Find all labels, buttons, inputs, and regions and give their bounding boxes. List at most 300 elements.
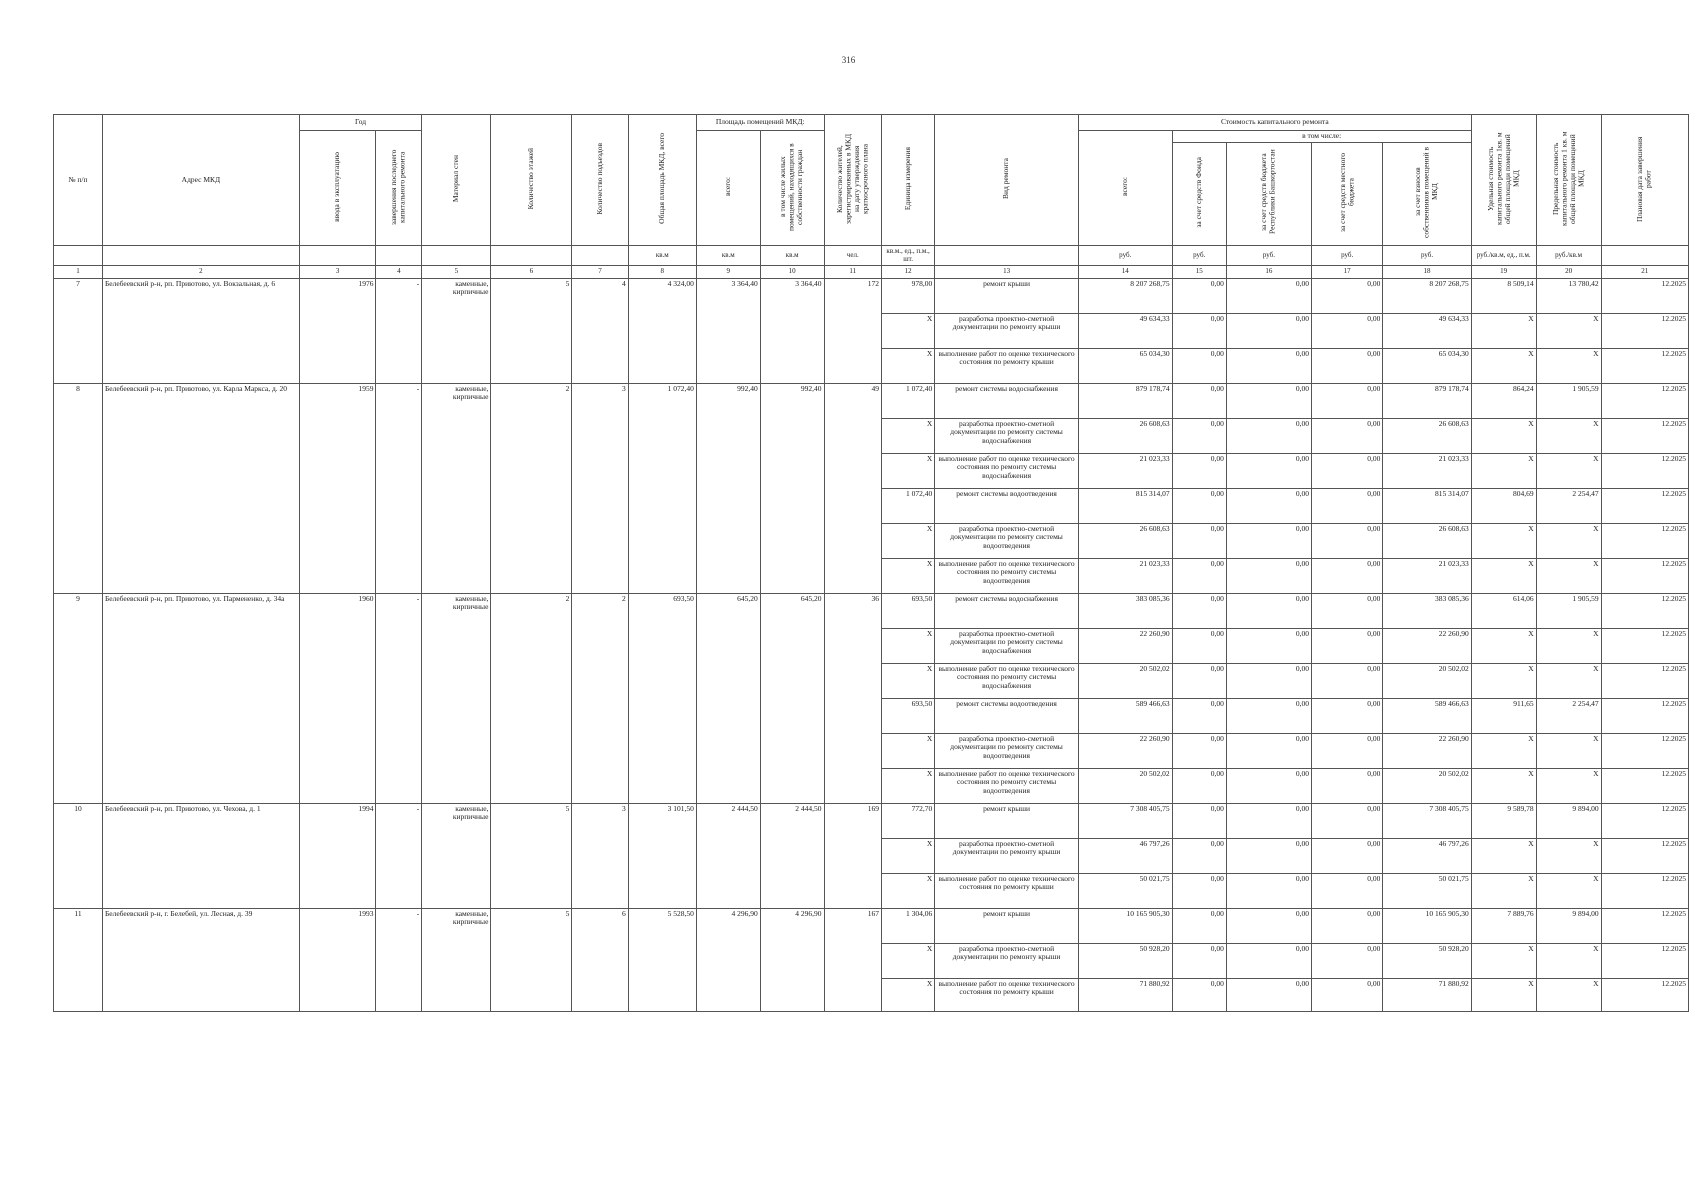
work-fund: 0,00 bbox=[1172, 418, 1226, 453]
house-owned: 3 364,40 bbox=[760, 278, 824, 383]
work-type: выполнение работ по оценке технического состояния по ремонту системы водоснабжения bbox=[935, 453, 1079, 488]
work-date: 12.2025 bbox=[1601, 838, 1688, 873]
house-residents: 167 bbox=[824, 908, 881, 1011]
work-specific: 864,24 bbox=[1471, 383, 1536, 418]
work-total: 20 502,02 bbox=[1078, 768, 1172, 803]
work-republic: 0,00 bbox=[1226, 383, 1311, 418]
work-republic: 0,00 bbox=[1226, 593, 1311, 628]
work-max: X bbox=[1536, 733, 1601, 768]
house-residents: 172 bbox=[824, 278, 881, 383]
work-local: 0,00 bbox=[1312, 803, 1383, 838]
work-specific: X bbox=[1471, 838, 1536, 873]
work-owners: 50 928,20 bbox=[1383, 943, 1471, 978]
work-local: 0,00 bbox=[1312, 838, 1383, 873]
work-max: X bbox=[1536, 628, 1601, 663]
work-specific: X bbox=[1471, 313, 1536, 348]
work-specific: X bbox=[1471, 663, 1536, 698]
hdr-residents-text: Количество жителей, зарегистрированных в МКД на дату утверждения краткосрочного плана bbox=[834, 133, 870, 224]
work-total: 8 207 268,75 bbox=[1078, 278, 1172, 313]
work-owners: 815 314,07 bbox=[1383, 488, 1471, 523]
house-area: 1 072,40 bbox=[628, 383, 696, 593]
work-date: 12.2025 bbox=[1601, 978, 1688, 1011]
work-fund: 0,00 bbox=[1172, 768, 1226, 803]
work-local: 0,00 bbox=[1312, 943, 1383, 978]
col-number: 10 bbox=[760, 265, 824, 278]
hdr-republic bbox=[1226, 142, 1311, 245]
work-max: 13 780,42 bbox=[1536, 278, 1601, 313]
col-number: 6 bbox=[491, 265, 572, 278]
unit-cell: руб./кв.м, ед., п.м. bbox=[1471, 245, 1536, 265]
unit-cell bbox=[422, 245, 491, 265]
work-republic: 0,00 bbox=[1226, 313, 1311, 348]
work-total: 21 023,33 bbox=[1078, 558, 1172, 593]
work-qty: X bbox=[882, 313, 935, 348]
col-number: 9 bbox=[696, 265, 760, 278]
work-owners: 50 021,75 bbox=[1383, 873, 1471, 908]
house-entrances: 2 bbox=[572, 593, 628, 803]
unit-cell: руб. bbox=[1383, 245, 1471, 265]
house-floors: 2 bbox=[491, 383, 572, 593]
work-qty: X bbox=[882, 663, 935, 698]
work-fund: 0,00 bbox=[1172, 348, 1226, 383]
work-republic: 0,00 bbox=[1226, 278, 1311, 313]
hdr-unit bbox=[882, 115, 935, 246]
house-premises: 4 296,90 bbox=[696, 908, 760, 1011]
hdr-cost-total bbox=[1078, 131, 1172, 246]
work-max: X bbox=[1536, 348, 1601, 383]
work-qty: X bbox=[882, 978, 935, 1011]
col-number: 15 bbox=[1172, 265, 1226, 278]
work-fund: 0,00 bbox=[1172, 663, 1226, 698]
work-total: 50 021,75 bbox=[1078, 873, 1172, 908]
work-type: разработка проектно-сметной документации по ремонту системы водоснабжения bbox=[935, 418, 1079, 453]
hdr-max-cost bbox=[1536, 115, 1601, 246]
table-row bbox=[54, 803, 1689, 838]
hdr-residents bbox=[824, 115, 881, 246]
work-total: 10 165 905,30 bbox=[1078, 908, 1172, 943]
work-type: выполнение работ по оценке технического состояния по ремонту системы водоотведения bbox=[935, 768, 1079, 803]
work-date: 12.2025 bbox=[1601, 278, 1688, 313]
work-republic: 0,00 bbox=[1226, 978, 1311, 1011]
hdr-address: Адрес МКД bbox=[102, 115, 299, 246]
work-qty: X bbox=[882, 523, 935, 558]
work-republic: 0,00 bbox=[1226, 453, 1311, 488]
work-republic: 0,00 bbox=[1226, 838, 1311, 873]
work-republic: 0,00 bbox=[1226, 348, 1311, 383]
work-owners: 49 634,33 bbox=[1383, 313, 1471, 348]
work-owners: 21 023,33 bbox=[1383, 453, 1471, 488]
work-owners: 22 260,90 bbox=[1383, 628, 1471, 663]
work-republic: 0,00 bbox=[1226, 733, 1311, 768]
work-date: 12.2025 bbox=[1601, 453, 1688, 488]
work-type: выполнение работ по оценке технического состояния по ремонту крыши bbox=[935, 348, 1079, 383]
repair-plan-table bbox=[53, 114, 1689, 1012]
hdr-specific-cost-text: Удельная стоимость капитального ремонта 1кв. м общей площади помещений МКД bbox=[1485, 132, 1521, 225]
house-area: 5 528,50 bbox=[628, 908, 696, 1011]
work-total: 50 928,20 bbox=[1078, 943, 1172, 978]
house-entrances: 3 bbox=[572, 383, 628, 593]
work-type: разработка проектно-сметной документации по ремонту крыши bbox=[935, 943, 1079, 978]
house-material: каменные, кирпичные bbox=[422, 383, 491, 593]
unit-cell: руб. bbox=[1312, 245, 1383, 265]
work-max: X bbox=[1536, 313, 1601, 348]
house-area: 693,50 bbox=[628, 593, 696, 803]
unit-cell bbox=[1601, 245, 1688, 265]
work-total: 71 880,92 bbox=[1078, 978, 1172, 1011]
house-address: Белебеевский р-н, рп. Приютово, ул. Вокзальная, д. 6 bbox=[102, 278, 299, 383]
work-total: 49 634,33 bbox=[1078, 313, 1172, 348]
work-type: выполнение работ по оценке технического состояния по ремонту системы водоснабжения bbox=[935, 663, 1079, 698]
house-residents: 169 bbox=[824, 803, 881, 908]
work-republic: 0,00 bbox=[1226, 943, 1311, 978]
hdr-floors-text: Количество этажей bbox=[526, 147, 536, 210]
work-type: выполнение работ по оценке технического состояния по ремонту крыши bbox=[935, 978, 1079, 1011]
table-body bbox=[54, 278, 1689, 1011]
hdr-premises-owned-text: в том числе жилых помещений, находящихся в собственности граждан bbox=[778, 142, 805, 231]
hdr-planned-date-text: Плановая дата завершения работ bbox=[1635, 135, 1653, 222]
house-num: 7 bbox=[54, 278, 103, 383]
house-year: 1976 bbox=[299, 278, 376, 383]
table-row bbox=[54, 908, 1689, 943]
work-max: X bbox=[1536, 943, 1601, 978]
work-fund: 0,00 bbox=[1172, 453, 1226, 488]
hdr-premises-owned bbox=[760, 131, 824, 246]
hdr-local-text: за счет средств местного бюджета bbox=[1337, 152, 1356, 232]
work-specific: X bbox=[1471, 943, 1536, 978]
work-max: 9 894,00 bbox=[1536, 803, 1601, 838]
hdr-including: в том числе: bbox=[1172, 131, 1471, 143]
work-specific: 9 589,78 bbox=[1471, 803, 1536, 838]
work-specific: X bbox=[1471, 418, 1536, 453]
house-residents: 49 bbox=[824, 383, 881, 593]
unit-cell: кв.м., ед., п.м., шт. bbox=[882, 245, 935, 265]
work-local: 0,00 bbox=[1312, 733, 1383, 768]
work-qty: X bbox=[882, 733, 935, 768]
house-floors: 5 bbox=[491, 803, 572, 908]
work-fund: 0,00 bbox=[1172, 978, 1226, 1011]
work-specific: 7 889,76 bbox=[1471, 908, 1536, 943]
work-qty: X bbox=[882, 838, 935, 873]
house-material: каменные, кирпичные bbox=[422, 803, 491, 908]
work-owners: 26 608,63 bbox=[1383, 523, 1471, 558]
house-year: 1959 bbox=[299, 383, 376, 593]
repair-plan-table-container bbox=[53, 114, 1689, 1012]
col-number: 19 bbox=[1471, 265, 1536, 278]
work-specific: X bbox=[1471, 733, 1536, 768]
units-row bbox=[54, 245, 1689, 265]
hdr-year-commission bbox=[299, 131, 376, 246]
work-qty: 1 072,40 bbox=[882, 383, 935, 418]
work-type: ремонт системы водоотведения bbox=[935, 488, 1079, 523]
col-number: 5 bbox=[422, 265, 491, 278]
work-date: 12.2025 bbox=[1601, 558, 1688, 593]
work-type: разработка проектно-сметной документации по ремонту системы водоотведения bbox=[935, 523, 1079, 558]
col-number: 14 bbox=[1078, 265, 1172, 278]
work-local: 0,00 bbox=[1312, 628, 1383, 663]
work-qty: 693,50 bbox=[882, 698, 935, 733]
work-total: 815 314,07 bbox=[1078, 488, 1172, 523]
work-local: 0,00 bbox=[1312, 768, 1383, 803]
work-specific: X bbox=[1471, 523, 1536, 558]
work-qty: X bbox=[882, 943, 935, 978]
house-num: 9 bbox=[54, 593, 103, 803]
house-material: каменные, кирпичные bbox=[422, 908, 491, 1011]
house-address: Белебеевский р-н, г. Белебей, ул. Лесная, д. 39 bbox=[102, 908, 299, 1011]
house-last-repair: - bbox=[376, 383, 422, 593]
work-owners: 21 023,33 bbox=[1383, 558, 1471, 593]
hdr-republic-text: за счет средств бюджета Республики Башкортостан bbox=[1259, 149, 1277, 235]
work-owners: 22 260,90 bbox=[1383, 733, 1471, 768]
work-republic: 0,00 bbox=[1226, 873, 1311, 908]
work-type: ремонт системы водоотведения bbox=[935, 698, 1079, 733]
unit-cell: руб. bbox=[1172, 245, 1226, 265]
hdr-planned-date bbox=[1601, 115, 1688, 246]
work-fund: 0,00 bbox=[1172, 383, 1226, 418]
work-type: выполнение работ по оценке технического состояния по ремонту системы водоотведения bbox=[935, 558, 1079, 593]
work-local: 0,00 bbox=[1312, 873, 1383, 908]
work-qty: X bbox=[882, 873, 935, 908]
col-number: 2 bbox=[102, 265, 299, 278]
work-total: 26 608,63 bbox=[1078, 523, 1172, 558]
unit-cell: руб. bbox=[1226, 245, 1311, 265]
hdr-year: Год bbox=[299, 115, 421, 131]
page-number: 316 bbox=[841, 55, 856, 65]
work-specific: X bbox=[1471, 978, 1536, 1011]
work-type: ремонт системы водоснабжения bbox=[935, 383, 1079, 418]
work-date: 12.2025 bbox=[1601, 803, 1688, 838]
work-qty: X bbox=[882, 558, 935, 593]
work-republic: 0,00 bbox=[1226, 523, 1311, 558]
work-date: 12.2025 bbox=[1601, 418, 1688, 453]
hdr-total-area-text: Общая площадь МКД, всего bbox=[657, 133, 667, 224]
house-owned: 4 296,90 bbox=[760, 908, 824, 1011]
work-fund: 0,00 bbox=[1172, 313, 1226, 348]
work-fund: 0,00 bbox=[1172, 733, 1226, 768]
col-number: 4 bbox=[376, 265, 422, 278]
unit-cell bbox=[299, 245, 376, 265]
col-number: 11 bbox=[824, 265, 881, 278]
work-total: 383 085,36 bbox=[1078, 593, 1172, 628]
work-qty: X bbox=[882, 418, 935, 453]
hdr-material-text: Материал стен bbox=[451, 154, 461, 203]
column-numbers-row bbox=[54, 265, 1689, 278]
hdr-premises-area: Площадь помещений МКД: bbox=[696, 115, 824, 131]
house-num: 10 bbox=[54, 803, 103, 908]
work-specific: X bbox=[1471, 453, 1536, 488]
work-republic: 0,00 bbox=[1226, 628, 1311, 663]
work-republic: 0,00 bbox=[1226, 558, 1311, 593]
work-local: 0,00 bbox=[1312, 523, 1383, 558]
work-qty: X bbox=[882, 453, 935, 488]
work-total: 7 308 405,75 bbox=[1078, 803, 1172, 838]
work-type: выполнение работ по оценке технического состояния по ремонту крыши bbox=[935, 873, 1079, 908]
work-max: X bbox=[1536, 523, 1601, 558]
hdr-floors bbox=[491, 115, 572, 246]
work-local: 0,00 bbox=[1312, 698, 1383, 733]
col-number: 17 bbox=[1312, 265, 1383, 278]
work-date: 12.2025 bbox=[1601, 698, 1688, 733]
work-owners: 71 880,92 bbox=[1383, 978, 1471, 1011]
work-total: 22 260,90 bbox=[1078, 733, 1172, 768]
house-area: 4 324,00 bbox=[628, 278, 696, 383]
work-owners: 383 085,36 bbox=[1383, 593, 1471, 628]
work-fund: 0,00 bbox=[1172, 838, 1226, 873]
work-max: 9 894,00 bbox=[1536, 908, 1601, 943]
house-num: 8 bbox=[54, 383, 103, 593]
work-owners: 65 034,30 bbox=[1383, 348, 1471, 383]
work-qty: X bbox=[882, 768, 935, 803]
house-year: 1960 bbox=[299, 593, 376, 803]
unit-cell bbox=[572, 245, 628, 265]
hdr-fund-text: за счет средств Фонда bbox=[1193, 156, 1203, 228]
unit-cell bbox=[935, 245, 1079, 265]
work-local: 0,00 bbox=[1312, 558, 1383, 593]
col-number: 13 bbox=[935, 265, 1079, 278]
hdr-unit-text: Единица измерения bbox=[902, 146, 912, 211]
work-date: 12.2025 bbox=[1601, 873, 1688, 908]
hdr-cost-total-text: всего: bbox=[1120, 177, 1129, 196]
work-fund: 0,00 bbox=[1172, 488, 1226, 523]
unit-cell bbox=[491, 245, 572, 265]
house-year: 1994 bbox=[299, 803, 376, 908]
work-type: ремонт крыши bbox=[935, 803, 1079, 838]
house-entrances: 6 bbox=[572, 908, 628, 1011]
work-date: 12.2025 bbox=[1601, 943, 1688, 978]
hdr-local bbox=[1312, 142, 1383, 245]
work-total: 20 502,02 bbox=[1078, 663, 1172, 698]
house-premises: 2 444,50 bbox=[696, 803, 760, 908]
work-local: 0,00 bbox=[1312, 908, 1383, 943]
work-date: 12.2025 bbox=[1601, 348, 1688, 383]
hdr-premises-total bbox=[696, 131, 760, 246]
work-date: 12.2025 bbox=[1601, 383, 1688, 418]
work-date: 12.2025 bbox=[1601, 733, 1688, 768]
work-owners: 20 502,02 bbox=[1383, 768, 1471, 803]
hdr-num: № п/п bbox=[54, 115, 103, 246]
work-max: 1 905,59 bbox=[1536, 593, 1601, 628]
work-total: 21 023,33 bbox=[1078, 453, 1172, 488]
house-num: 11 bbox=[54, 908, 103, 1011]
unit-cell: кв.м bbox=[760, 245, 824, 265]
work-owners: 879 178,74 bbox=[1383, 383, 1471, 418]
hdr-total-area bbox=[628, 115, 696, 246]
house-floors: 2 bbox=[491, 593, 572, 803]
col-number: 8 bbox=[628, 265, 696, 278]
hdr-owners-text: за счет взносов собственников помещений в МКД bbox=[1413, 146, 1440, 238]
hdr-entrances bbox=[572, 115, 628, 246]
hdr-year-last-repair-text: завершения последнего капитального ремонта bbox=[389, 148, 407, 225]
work-type: ремонт крыши bbox=[935, 278, 1079, 313]
work-qty: 772,70 bbox=[882, 803, 935, 838]
hdr-owners bbox=[1383, 142, 1471, 245]
work-type: ремонт крыши bbox=[935, 908, 1079, 943]
hdr-work-type-text: Вид ремонта bbox=[1001, 158, 1011, 199]
hdr-fund bbox=[1172, 142, 1226, 245]
house-premises: 992,40 bbox=[696, 383, 760, 593]
unit-cell bbox=[102, 245, 299, 265]
work-fund: 0,00 bbox=[1172, 628, 1226, 663]
unit-cell: чел. bbox=[824, 245, 881, 265]
work-max: X bbox=[1536, 838, 1601, 873]
work-specific: X bbox=[1471, 768, 1536, 803]
work-qty: 1 304,06 bbox=[882, 908, 935, 943]
work-fund: 0,00 bbox=[1172, 278, 1226, 313]
house-premises: 645,20 bbox=[696, 593, 760, 803]
work-local: 0,00 bbox=[1312, 978, 1383, 1011]
work-date: 12.2025 bbox=[1601, 593, 1688, 628]
unit-cell: кв.м bbox=[628, 245, 696, 265]
work-specific: 8 509,14 bbox=[1471, 278, 1536, 313]
work-fund: 0,00 bbox=[1172, 873, 1226, 908]
col-number: 21 bbox=[1601, 265, 1688, 278]
work-date: 12.2025 bbox=[1601, 523, 1688, 558]
work-fund: 0,00 bbox=[1172, 943, 1226, 978]
house-premises: 3 364,40 bbox=[696, 278, 760, 383]
work-qty: 693,50 bbox=[882, 593, 935, 628]
col-number: 1 bbox=[54, 265, 103, 278]
col-number: 20 bbox=[1536, 265, 1601, 278]
work-date: 12.2025 bbox=[1601, 488, 1688, 523]
work-max: X bbox=[1536, 663, 1601, 698]
work-max: X bbox=[1536, 873, 1601, 908]
unit-cell: руб./кв.м bbox=[1536, 245, 1601, 265]
work-specific: X bbox=[1471, 348, 1536, 383]
work-date: 12.2025 bbox=[1601, 768, 1688, 803]
work-local: 0,00 bbox=[1312, 593, 1383, 628]
house-year: 1993 bbox=[299, 908, 376, 1011]
work-republic: 0,00 bbox=[1226, 803, 1311, 838]
work-owners: 7 308 405,75 bbox=[1383, 803, 1471, 838]
work-republic: 0,00 bbox=[1226, 488, 1311, 523]
house-address: Белебеевский р-н, рп. Приютово, ул. Чехова, д. 1 bbox=[102, 803, 299, 908]
work-local: 0,00 bbox=[1312, 348, 1383, 383]
work-specific: X bbox=[1471, 628, 1536, 663]
col-number: 16 bbox=[1226, 265, 1311, 278]
work-date: 12.2025 bbox=[1601, 663, 1688, 698]
work-qty: 1 072,40 bbox=[882, 488, 935, 523]
col-number: 3 bbox=[299, 265, 376, 278]
hdr-max-cost-text: Предельная стоимость капитального ремонта 1 кв. м общей площади помещений МКД bbox=[1550, 131, 1586, 226]
unit-cell bbox=[54, 245, 103, 265]
work-specific: 911,65 bbox=[1471, 698, 1536, 733]
col-number: 18 bbox=[1383, 265, 1471, 278]
work-local: 0,00 bbox=[1312, 488, 1383, 523]
work-fund: 0,00 bbox=[1172, 523, 1226, 558]
house-last-repair: - bbox=[376, 803, 422, 908]
work-fund: 0,00 bbox=[1172, 698, 1226, 733]
work-local: 0,00 bbox=[1312, 453, 1383, 488]
work-republic: 0,00 bbox=[1226, 908, 1311, 943]
work-type: разработка проектно-сметной документации по ремонту крыши bbox=[935, 838, 1079, 873]
work-local: 0,00 bbox=[1312, 663, 1383, 698]
hdr-premises-total-text: всего: bbox=[723, 177, 732, 196]
house-floors: 5 bbox=[491, 278, 572, 383]
work-specific: 614,06 bbox=[1471, 593, 1536, 628]
work-max: X bbox=[1536, 418, 1601, 453]
col-number: 7 bbox=[572, 265, 628, 278]
work-max: X bbox=[1536, 768, 1601, 803]
work-qty: X bbox=[882, 628, 935, 663]
house-floors: 5 bbox=[491, 908, 572, 1011]
work-total: 65 034,30 bbox=[1078, 348, 1172, 383]
house-last-repair: - bbox=[376, 593, 422, 803]
work-type: ремонт системы водоснабжения bbox=[935, 593, 1079, 628]
work-local: 0,00 bbox=[1312, 278, 1383, 313]
work-max: X bbox=[1536, 978, 1601, 1011]
house-address: Белебеевский р-н, рп. Приютово, ул. Пармененко, д. 34а bbox=[102, 593, 299, 803]
header-row-1 bbox=[54, 115, 1689, 131]
work-specific: 804,69 bbox=[1471, 488, 1536, 523]
